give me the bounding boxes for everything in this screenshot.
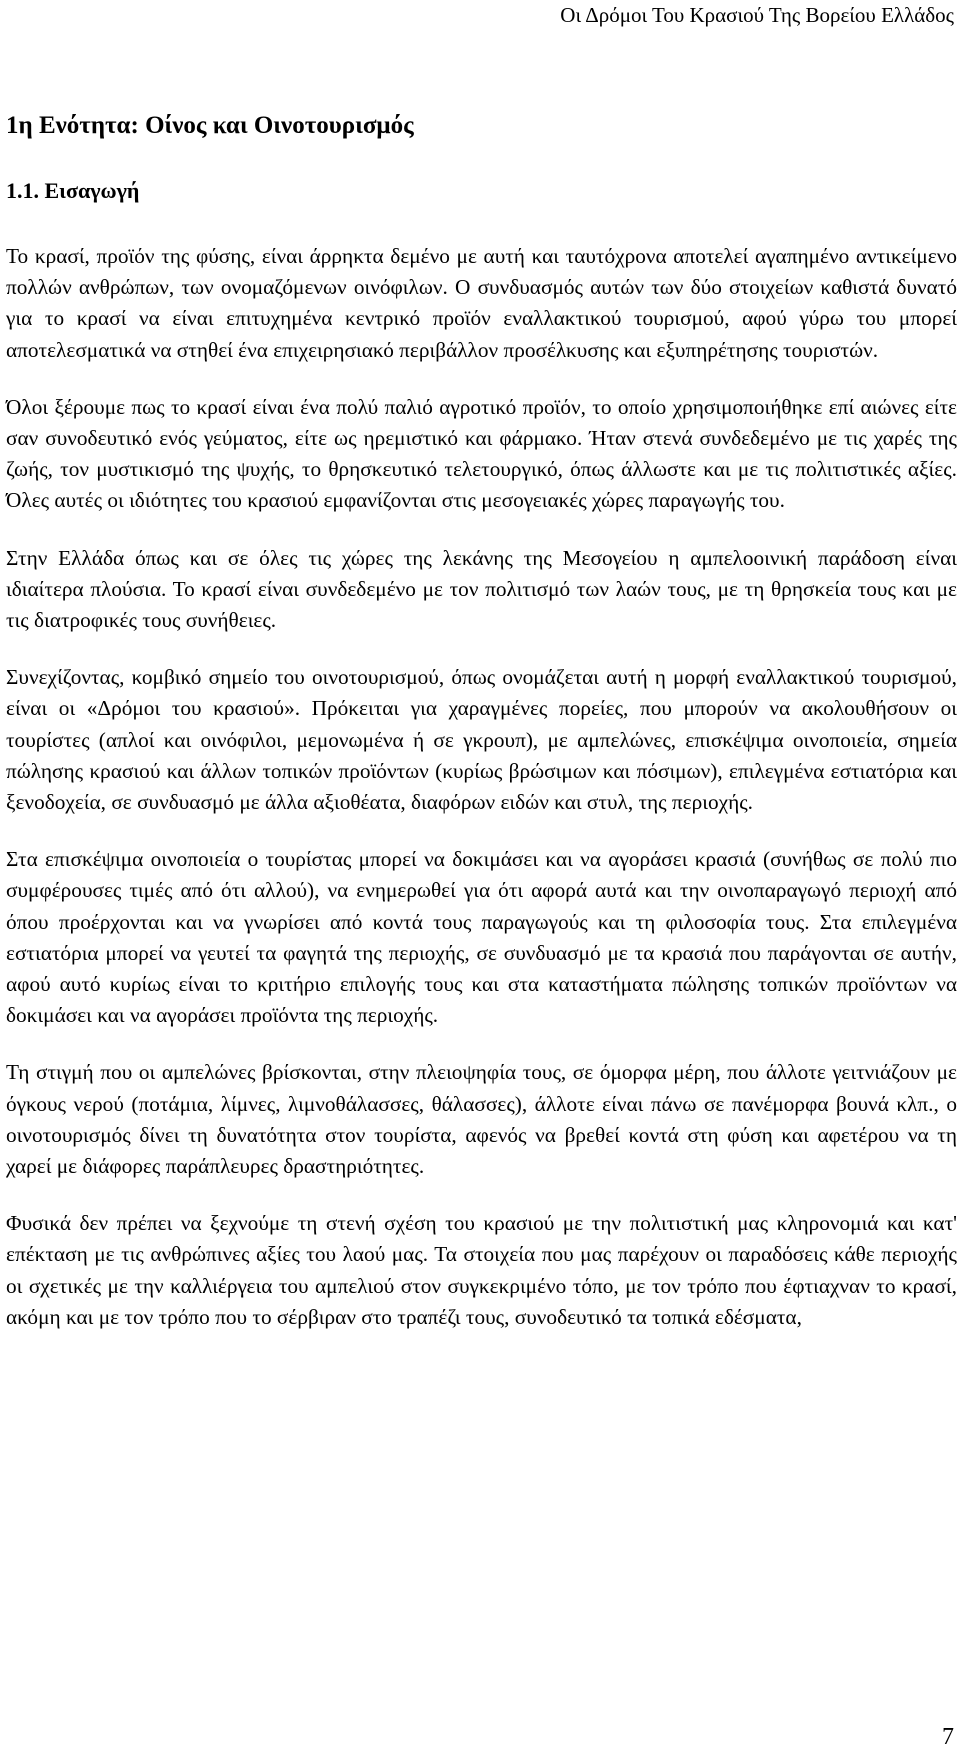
page-number: 7 (942, 1724, 954, 1750)
chapter-title: 1η Ενότητα: Οίνος και Οινοτουρισμός (6, 112, 414, 139)
section-title: 1.1. Εισαγωγή (6, 178, 140, 203)
paragraph-intro: Το κρασί, προϊόν της φύσης, είναι άρρηκτα δεμένο με αυτή και ταυτόχρονα αποτελεί αγαπημένο αντικείμενο πολλών ανθρώπων, των ονομαζόμενων οινόφιλων. Ο συνδυασμός αυτών των δύο στοιχείων καθιστά δυνατό για το κρασί να είναι επιτυχημένα κεντρικό προϊόν εναλλακτικού τουρισμού, αφού γύρω του μπορεί αποτελεσματικά να στηθεί ένα επιχειρησιακό περιβάλλον προσέλκυσης και εξυπηρέτησης τουριστών. (6, 244, 957, 362)
paragraph-heritage: Φυσικά δεν πρέπει να ξεχνούμε τη στενή σχέση του κρασιού με την πολιτιστική μας κληρονομιά και κατ' επέκταση με τις ανθρώπινες αξίες του λαού μας. Τα στοιχεία που μας παρέχουν οι παραδόσεις κάθε περιοχής οι σχετικές με την καλλιέργεια του αμπελιού στον συγκεκριμένο τόπο, με τον τρόπο που έφτιαχναν το κρασί, ακόμη και με τον τρόπο που το σέρβιραν στο τραπέζι τους, συνοδευτικό τα τοπικά εδέσματα, (6, 1211, 957, 1329)
paragraph-wineries: Στα επισκέψιμα οινοποιεία ο τουρίστας μπορεί να δοκιμάσει και να αγοράσει κρασιά (συνήθως σε πολύ πιο συμφέρουσες τιμές από ότι αλλού), να ενημερωθεί για ότι αφορά αυτά και την οινοπαραγωγό περιοχή από όπου προέρχονται και να γνωρίσει από κοντά τους παραγωγούς και τη φιλοσοφία τους. Στα επιλεγμένα εστιατόρια μπορεί να γευτεί τα φαγητά της περιοχής, σε συνδυασμό με τα κρασιά που παράγονται σε αυτήν, αφού αυτό κυρίως είναι το κριτήριο επιλογής τους και στα καταστήματα πώλησης τοπικών προϊόντων να δοκιμάσει και να αγοράσει προϊόντα της περιοχής. (6, 847, 957, 1028)
running-header: Οι Δρόμοι Του Κρασιού Της Βορείου Ελλάδος (560, 3, 954, 27)
paragraph-nature: Τη στιγμή που οι αμπελώνες βρίσκονται, στην πλειοψηφία τους, σε όμορφα μέρη, που άλλοτε γειτνιάζουν με όγκους νερού (ποτάμια, λίμνες, λιμνοθάλασσες, θάλασσες), άλλοτε είναι πάνω σε πανέμορφα βουνά κλπ., ο οινοτουρισμός δίνει τη δυνατότητα στον τουρίστα, αφενός να βρεθεί κοντά στη φύση και αφετέρου να τη χαρεί με διάφορες παράπλευρες δραστηριότητες. (6, 1060, 957, 1179)
body-text (6, 241, 957, 1359)
paragraph-wine-routes: Συνεχίζοντας, κομβικό σημείο του οινοτουρισμού, όπως ονομάζεται αυτή η μορφή εναλλακτικού τουρισμού, είναι οι «Δρόμοι του κρασιού». Πρόκειται για χαραγμένες πορείες, που μπορούν να ακολουθήσουν οι τουρίστες (απλοί και οινόφιλοι, μεμονωμένα ή σε γκρουπ), με αμπελώνες, επισκέψιμα οινοποιεία, σημεία πώλησης κρασιού και άλλων τοπικών προϊόντων (κυρίως βρώσιμων και πόσιμων), επιλεγμένα εστιατόρια και ξενοδοχεία, σε συνδυασμό με άλλα αξιοθέατα, διαφόρων ειδών και στυλ, της περιοχής. (6, 665, 957, 815)
paragraph-greece: Στην Ελλάδα όπως και σε όλες τις χώρες της λεκάνης της Μεσογείου η αμπελοοινική παράδοση είναι ιδιαίτερα πλούσια. Το κρασί είναι συνδεδεμένο με τον πολιτισμό των λαών τους, με τη θρησκεία τους και με τις διατροφικές τους συνήθειες. (6, 545, 957, 633)
paragraph-history: Όλοι ξέρουμε πως το κρασί είναι ένα πολύ παλιό αγροτικό προϊόν, το οποίο χρησιμοποιήθηκε επί αιώνες είτε σαν συνοδευτικό ενός γεύματος, είτε ως ηρεμιστικό και φάρμακο. Ήταν στενά συνδεδεμένο με τις χαρές της ζωής, τον μυστικισμό της ψυχής, το θρησκευτικό τελετουργικό, όπως άλλωστε και με τις πολιτιστικές αξίες. Όλες αυτές οι ιδιότητες του κρασιού εμφανίζονται στις μεσογειακές χώρες παραγωγής του. (6, 394, 957, 513)
